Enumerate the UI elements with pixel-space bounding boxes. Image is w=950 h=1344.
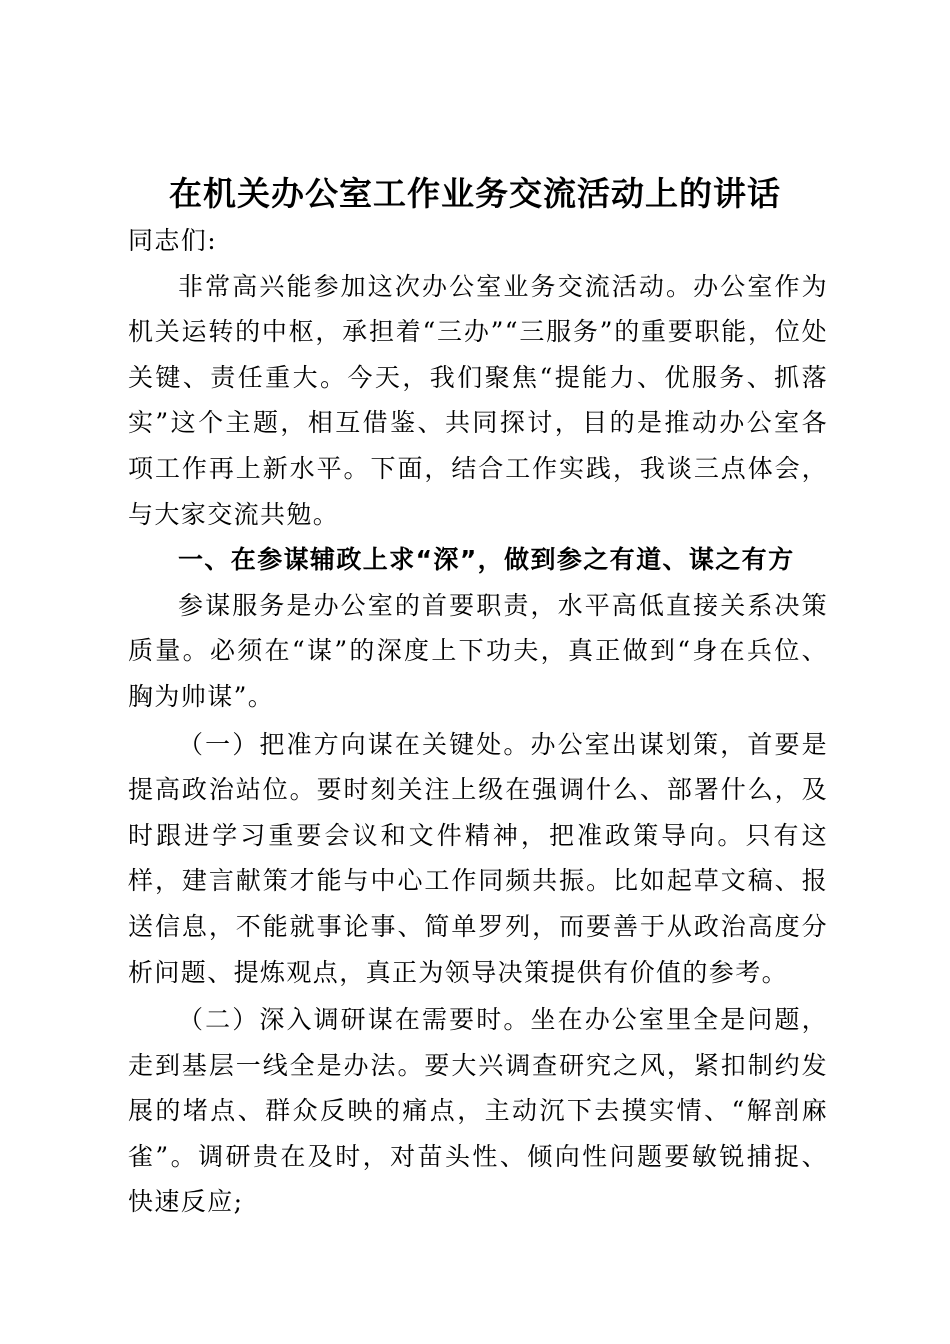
document-body [128, 218, 828, 1225]
section-1-paragraph: 参谋服务是办公室的首要职责，水平高低直接关系决策质量。必须在“谋”的深度上下功夫，真正做到“身在兵位、胸为帅谋”。 [128, 590, 828, 711]
subsection-2-lead: （二）深入调研谋在需要时。 [178, 1005, 531, 1035]
section-1-heading: 一、在参谋辅政上求“深”，做到参之有道、谋之有方 [178, 545, 795, 575]
salutation: 同志们: [128, 226, 218, 255]
subsection-1-body: 办公室出谋划策，首要是提高政治站位。要时刻关注上级在强调什么、部署什么，及时跟进学习重要会议和文件精神，把准政策导向。只有这样，建言献策才能与中心工作同频共振。比如起草文稿、报送信息，不能就事论事、简单罗列，而要善于从政治高度分析问题、提炼观点，真正为领导决策提供有价值的参考。 [128, 729, 828, 987]
intro-paragraph: 非常高兴能参加这次办公室业务交流活动。办公室作为机关运转的中枢，承担着“三办”“三服务”的重要职能，位处关键、责任重大。今天，我们聚焦“提能力、优服务、抓落实”这个主题，相互借鉴、共同探讨，目的是推动办公室各项工作再上新水平。下面，结合工作实践，我谈三点体会，与大家交流共勉。 [128, 271, 828, 529]
subsection-1-lead: （一）把准方向谋在关键处。 [178, 729, 531, 759]
document-title: 在机关办公室工作业务交流活动上的讲话 [169, 174, 781, 213]
subsection-2-paragraph [128, 997, 828, 1225]
subsection-1-paragraph [128, 722, 828, 996]
subsection-2-body: 坐在办公室里全是问题，走到基层一线全是办法。要大兴调查研究之风，紧扣制约发展的堵点、群众反映的痛点，主动沉下去摸实情、“解剖麻雀”。调研贵在及时，对苗头性、倾向性问题要敏锐捕捉、快速反应; [128, 1005, 828, 1217]
